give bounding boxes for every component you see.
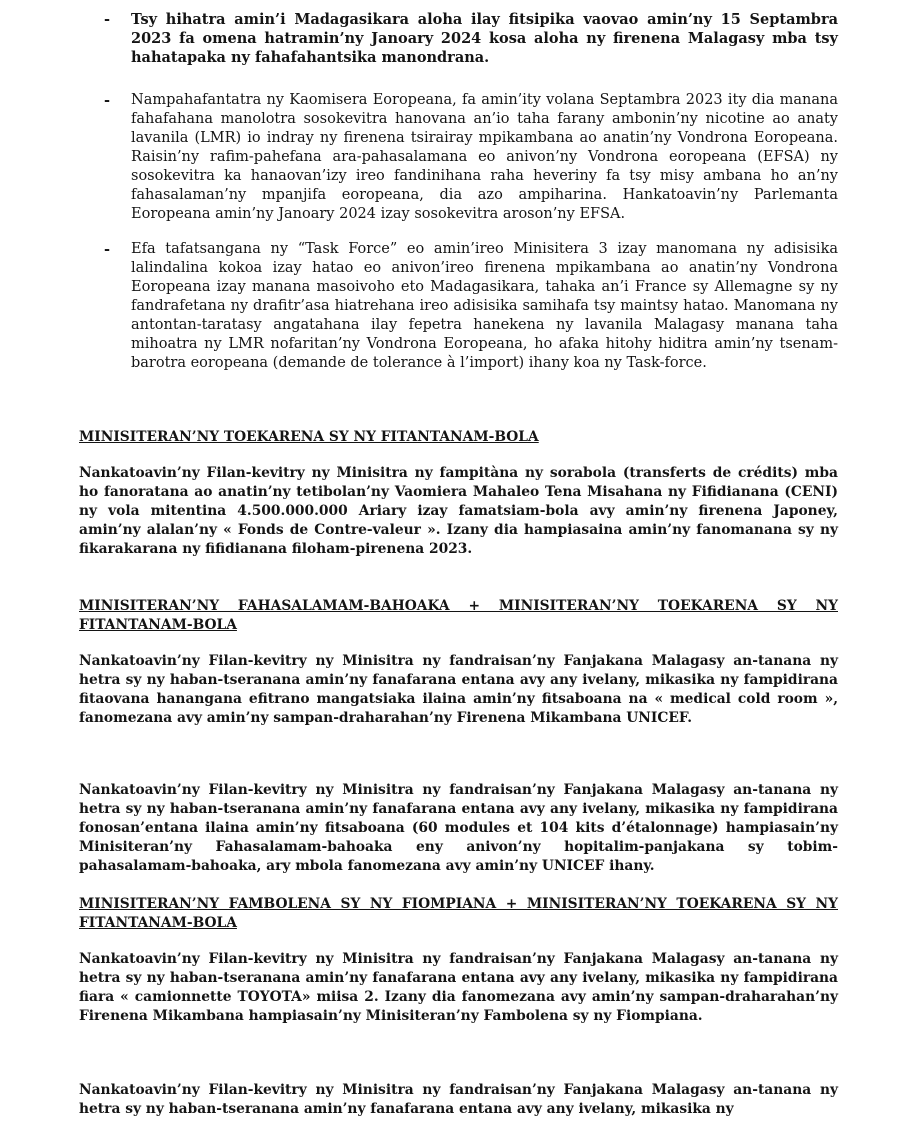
bullet-text: Efa tafatsangana ny “Task Force” eo amin’ireo Minisitera 3 izay manomana ny adisisika lalindalina kokoa izay hatao eo anivon’ireo firenena mpikambana ao anatin’ny Vondrona Eoropeana izay manana masoivoho eto Madagasikara, tahaka an’i France sy Allemagne sy ny fandrafetana ny drafitr’asa hiatrehana ireo adisisika samihafa tsy maintsy hatao. Manomana ny antontan-taratasy angatahana ilay fepetra hanekena ny lavanila Malagasy manana taha mihoatra ny LMR nofaritan’ny Vondrona Eoropeana, ho afaka hitohy hiditra amin’ny tsenam-barotra eoropeana (demande de tolerance à l’import) ihany koa ny Task-force. (131, 241, 838, 371)
bullet-text: Nampahafantatra ny Kaomisera Eoropeana, fa amin’ity volana Septambra 2023 ity dia manana fahafahana manolotra sosokevitra hanovana an’io taha farany ambonin’ny nicotine ao anaty lavanila (LMR) io indray ny firenena tsirairay mpikambana ao anatin’ny Vondrona Eoropeana. Raisin’ny rafim-pahefana ara-pahasalamana eo anivon’ny Vondrona eoropeana (EFSA) ny sosokevitra ka hanaovan’izy ireo fandinihana raha heveriny fa tsy misy ambana ho an’ny fahasalaman’ny mpanjifa eoropeana, dia azo ampiharina. Hankatoavin’ny Parlemanta Eoropeana amin’ny Janoary 2024 izay sosokevitra aroson’ny EFSA. (131, 92, 838, 222)
bullet-marker: - (104, 92, 111, 109)
section-paragraph: Nankatoavin’ny Filan-kevitry ny Minisitra ny fandraisan’ny Fanjakana Malagasy an-tanana ny hetra sy ny haban-tseranana amin’ny fanafarana entana avy any ivelany, mikasika ny (79, 1082, 838, 1117)
bullet-text: Tsy hihatra amin’i Madagasikara aloha ilay fitsipika vaovao amin’ny 15 Septambra 2023 fa omena hatramin’ny Janoary 2024 kosa aloha ny firenena Malagasy mba tsy hahatapaka ny fahafahantsika manondrana. (131, 11, 838, 66)
section-paragraph: Nankatoavin’ny Filan-kevitry ny Minisitra ny fandraisan’ny Fanjakana Malagasy an-tanana ny hetra sy ny haban-tseranana amin’ny fanafarana entana avy any ivelany, mikasika ny fampidirana fonosan’entana ilaina amin’ny fitsaboana (60 modules et 104 kits d’étalonnage) hampiasain’ny Minisiteran’ny Fahasalamam-bahoaka eny anivon’ny hopitalim-panjakana sy tobim-pahasalamam-bahoaka, ary mbola fanomezana avy amin’ny UNICEF ihany. (79, 782, 838, 874)
section-paragraph: Nankatoavin’ny Filan-kevitry ny Minisitra ny fampitàna ny sorabola (transferts de crédits) mba ho fanoratana ao anatin’ny tetibolan’ny Vaomiera Mahaleo Tena Misahana ny Fifidianana (CENI) ny vola mitentina 4.500.000.000 Ariary izay famatsiam-bola avy amin’ny firenena Japoney, amin’ny alalan’ny « Fonds de Contre-valeur ». Izany dia hampiasaina amin’ny fanomanana sy ny fikarakarana ny fifidianana filoham-pirenena 2023. (79, 465, 838, 557)
section-heading: MINISITERAN’NY FAMBOLENA SY NY FIOMPIANA + MINISITERAN’NY TOEKARENA SY NY FITANTANAM-BOLA (79, 896, 838, 931)
bullet-marker: - (104, 11, 111, 28)
section-paragraph: Nankatoavin’ny Filan-kevitry ny Minisitra ny fandraisan’ny Fanjakana Malagasy an-tanana ny hetra sy ny haban-tseranana amin’ny fanafarana entana avy any ivelany, mikasika ny fampidirana fitaovana hanangana efitrano mangatsiaka ilaina amin’ny fitsaboana na « medical cold room », fanomezana avy amin’ny sampan-draharahan’ny Firenena Mikambana UNICEF. (79, 653, 838, 726)
bullet-marker: - (104, 241, 111, 258)
section-heading: MINISITERAN’NY FAHASALAMAM-BAHOAKA + MINISITERAN’NY TOEKARENA SY NY FITANTANAM-BOLA (79, 598, 838, 633)
section-paragraph: Nankatoavin’ny Filan-kevitry ny Minisitra ny fandraisan’ny Fanjakana Malagasy an-tanana ny hetra sy ny haban-tseranana amin’ny fanafarana entana avy any ivelany, mikasika ny fampidirana fiara « camionnette TOYOTA» miisa 2. Izany dia fanomezana avy amin’ny sampan-draharahan’ny Firenena Mikambana hampiasain’ny Minisiteran’ny Fambolena sy ny Fiompiana. (79, 951, 838, 1024)
section-heading: MINISITERAN’NY TOEKARENA SY NY FITANTANAM-BOLA (79, 429, 539, 445)
